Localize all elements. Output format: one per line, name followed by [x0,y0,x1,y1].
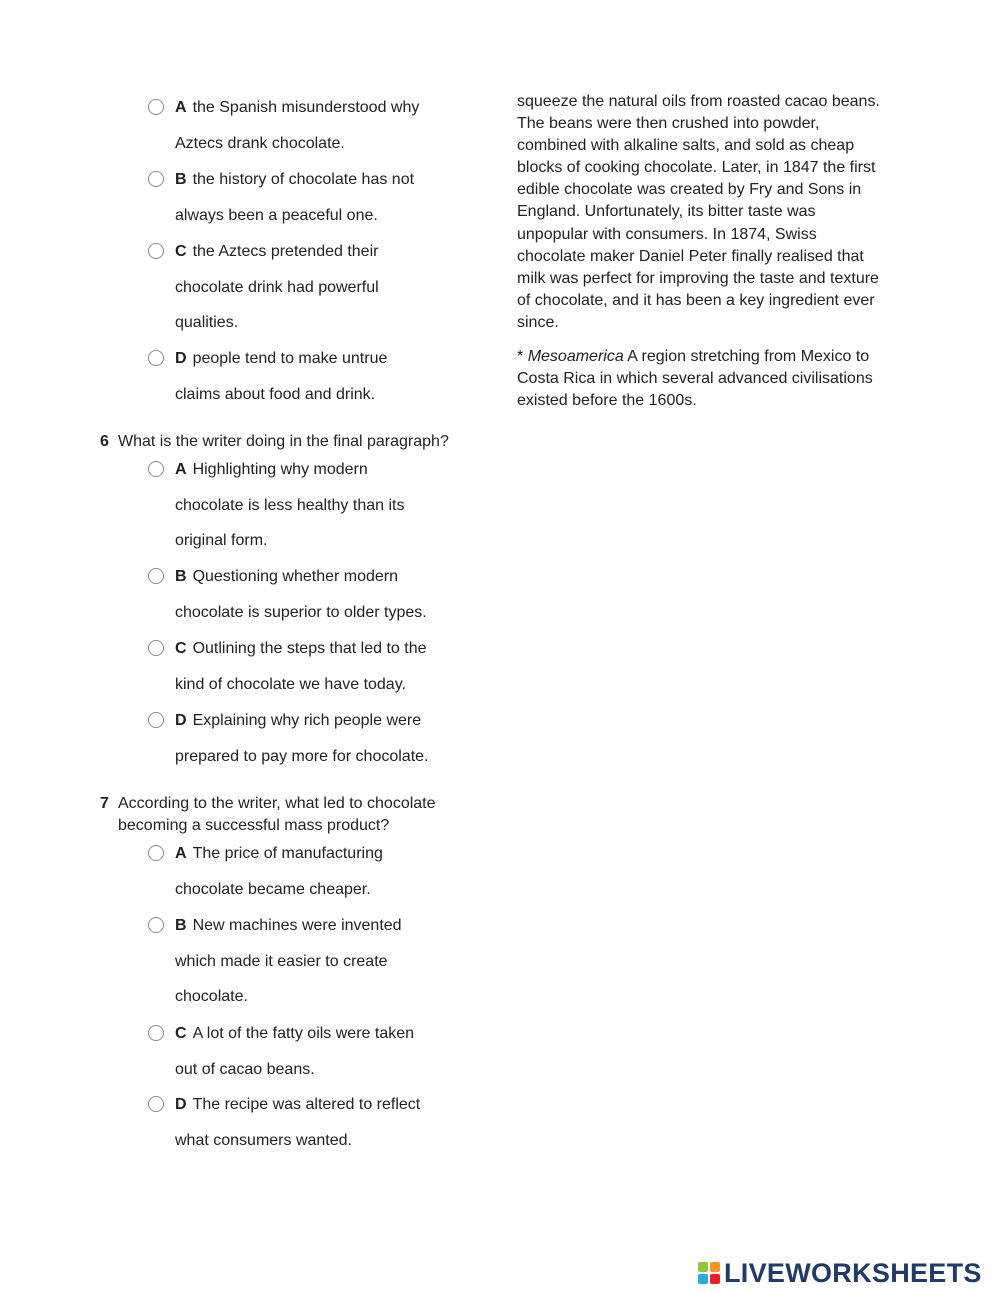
option-text: prepared to pay more for chocolate. [175,747,429,765]
passage-line: of chocolate, and it has been a key ingredient ever [517,291,875,309]
logo-text: LIVEWORKSHEETS [724,1257,982,1288]
option-text: kind of chocolate we have today. [175,675,406,693]
reading-passage [517,91,912,334]
footnote [517,346,912,412]
passage-line: edible chocolate was created by Fry and Sons in [517,181,862,199]
option-text: which made it easier to create [175,952,388,970]
option-text: qualities. [175,314,239,332]
option-letter: D [175,1096,187,1113]
option-text: The price of manufacturing [192,845,383,862]
logo-block-red [710,1274,720,1284]
option-text: the Aztecs pretended their [192,243,379,260]
passage-line: milk was perfect for improving the taste and texture [517,269,879,287]
q5-option-c-radio[interactable] [148,243,164,259]
q6-option-b-radio[interactable] [148,568,164,584]
passage-line: since. [517,313,559,331]
footnote-text: existed before the 1600s. [517,392,697,410]
passage-line: chocolate maker Daniel Peter finally realised that [517,247,864,265]
q5-option-a-radio[interactable] [148,99,164,115]
option-text: chocolate. [175,988,248,1006]
option-text: the history of chocolate has not [192,171,415,188]
q5-option-d-radio[interactable] [148,350,164,366]
option-letter: C [175,243,187,260]
question-7 [100,793,480,837]
liveworksheets-logo-icon [698,1262,720,1284]
option-letter: A [175,845,187,862]
option-text: Questioning whether modern [192,568,399,585]
option-letter: A [175,99,187,116]
footnote-text: Costa Rica in which several advanced civilisations [517,370,873,388]
option-letter: A [175,461,187,478]
q5-option-b[interactable] [148,162,468,233]
passage-line: squeeze the natural oils from roasted cacao beans. [517,93,880,110]
option-text: what consumers wanted. [175,1131,352,1149]
q7-option-c-radio[interactable] [148,1025,164,1041]
q6-option-c[interactable] [148,631,468,702]
q5-option-b-radio[interactable] [148,171,164,187]
q6-option-d-radio[interactable] [148,712,164,728]
q7-option-b-radio[interactable] [148,917,164,933]
question-6 [100,431,480,453]
q7-option-c[interactable] [148,1016,468,1087]
logo-block-green [698,1262,708,1272]
q6-option-b[interactable] [148,559,468,630]
option-letter: B [175,568,187,585]
q5-option-c[interactable] [148,234,468,341]
passage-line: blocks of cooking chocolate. Later, in 1847 the first [517,159,876,177]
footnote-marker: * [517,348,524,365]
q7-option-a-radio[interactable] [148,845,164,861]
q7-option-a[interactable] [148,836,468,907]
q7-option-d[interactable] [148,1087,468,1158]
option-text: Highlighting why modern [192,461,368,478]
option-text: claims about food and drink. [175,385,376,403]
logo-block-blue [698,1274,708,1284]
option-text: original form. [175,532,268,550]
option-text: A lot of the fatty oils were taken [192,1025,415,1042]
question-text: What is the writer doing in the final paragraph? [118,433,449,450]
q6-option-d[interactable] [148,703,468,774]
option-text: chocolate is less healthy than its [175,496,405,514]
footnote-text: A region stretching from Mexico to [627,348,870,365]
liveworksheets-logo [698,1258,982,1288]
option-text: chocolate became cheaper. [175,880,371,898]
option-letter: C [175,1025,187,1042]
option-text: chocolate drink had powerful [175,278,379,296]
footnote-term: Mesoamerica [527,348,624,365]
option-text: Aztecs drank chocolate. [175,134,345,152]
option-text: out of cacao beans. [175,1060,315,1078]
passage-line: combined with alkaline salts, and sold as cheap [517,137,855,155]
option-letter: B [175,917,187,934]
option-letter: D [175,350,187,367]
passage-line: The beans were then crushed into powder, [517,115,820,133]
q6-option-a-radio[interactable] [148,461,164,477]
option-text: chocolate is superior to older types. [175,603,427,621]
question-text: becoming a successful mass product? [118,817,390,834]
q5-option-a[interactable] [148,90,468,161]
option-letter: B [175,171,187,188]
q6-option-c-radio[interactable] [148,640,164,656]
passage-line: unpopular with consumers. In 1874, Swiss [517,225,817,243]
option-text: The recipe was altered to reflect [192,1096,421,1113]
q5-option-d[interactable] [148,341,468,412]
q7-option-d-radio[interactable] [148,1096,164,1112]
option-text: New machines were invented [192,917,402,934]
option-letter: C [175,640,187,657]
option-text: always been a peaceful one. [175,206,378,224]
passage-line: England. Unfortunately, its bitter taste was [517,203,816,221]
option-text: people tend to make untrue [192,350,388,367]
question-text: According to the writer, what led to chocolate [118,795,436,812]
logo-block-orange [710,1262,720,1272]
q7-option-b[interactable] [148,908,468,1015]
question-number: 6 [100,433,109,450]
q6-option-a[interactable] [148,452,468,559]
option-text: the Spanish misunderstood why [192,99,420,116]
option-text: Outlining the steps that led to the [192,640,427,657]
option-letter: D [175,712,187,729]
question-number: 7 [100,795,109,812]
option-text: Explaining why rich people were [192,712,422,729]
